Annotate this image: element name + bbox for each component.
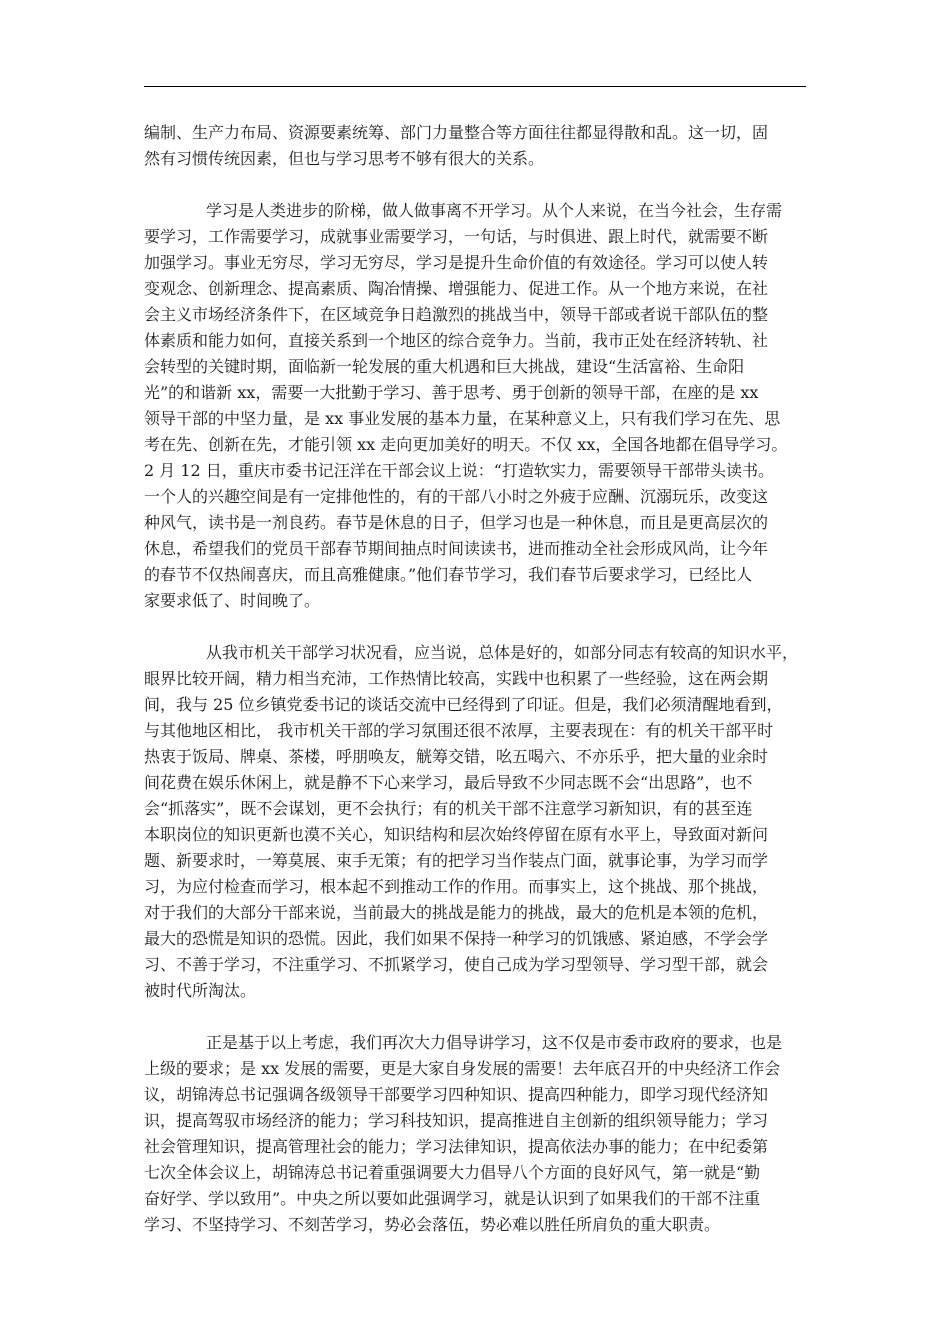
text-line: 家要求低了、时间晚了。 [144,591,321,610]
text-line: 学习是人类进步的阶梯，做人做事离不开学习。从个人来说，在当今社会，生存需 [206,201,783,220]
header-rule [144,86,806,87]
text-line: 间，我与 25 位乡镇党委书记的谈话交流中已经得到了印证。但是，我们必须清醒地看到， [144,695,783,714]
text-line: 休息，希望我们的党员干部春节期间抽点时间读读书，进而推动全社会形成风尚，让今年 [144,539,769,558]
text-line: 上级的要求；是 xx 发展的需要，更是大家自身发展的需要！去年底召开的中央经济工作会 [144,1059,781,1078]
text-line: 七次全体会议上，胡锦涛总书记着重强调要大力倡导八个方面的良好风气，第一就是“勤 [144,1163,761,1182]
text-line: 种风气，读书是一剂良药。春节是休息的日子，但学习也是一种休息，而且是更高层次的 [144,513,769,532]
text-line: 从我市机关干部学习状况看，应当说，总体是好的，如部分同志有较高的知识水平， [206,643,799,662]
text-line: 会转型的关键时期，面临新一轮发展的重大机遇和巨大挑战，建设“生活富裕、生命阳 [144,357,745,376]
text-line: 被时代所淘汰。 [144,981,257,1000]
paragraph-2 [144,198,820,614]
text-line: 最大的恐慌是知识的恐慌。因此，我们如果不保持一种学习的饥饿感、紧迫感，不学会学 [144,929,769,948]
text-line: 议，胡锦涛总书记强调各级领导干部要学习四种知识、提高四种能力，即学习现代经济知 [144,1085,769,1104]
text-line: 会主义市场经济条件下，在区域竞争日趋激烈的挑战当中，领导干部或者说干部队伍的整 [144,305,769,324]
text-line: 奋好学、学以致用”。中央之所以要如此强调学习，就是认识到了如果我们的干部不注重 [144,1189,761,1208]
text-line: 加强学习。事业无穷尽，学习无穷尽，学习是提升生命价值的有效途径。学习可以使人转 [144,253,769,272]
text-line: 社会管理知识，提高管理社会的能力；学习法律知识，提高依法办事的能力；在中纪委第 [144,1137,769,1156]
text-line: 考在先、创新在先，才能引领 xx 走向更加美好的明天。不仅 xx，全国各地都在倡导学习。 [144,435,788,454]
text-line: 习、不善于学习，不注重学习、不抓紧学习，使自己成为学习型领导、学习型干部，就会 [144,955,769,974]
text-line: 习，为应付检查而学习，根本起不到推动工作的作用。而事实上，这个挑战、那个挑战， [144,877,769,896]
document-body [144,120,820,1264]
text-line: 正是基于以上考虑，我们再次大力倡导讲学习，这不仅是市委市政府的要求，也是 [206,1033,783,1052]
text-line: 要学习，工作需要学习，成就事业需要学习，一句话，与时俱进、跟上时代，就需要不断 [144,227,769,246]
text-line: 本职岗位的知识更新也漠不关心，知识结构和层次始终停留在原有水平上，导致面对新问 [144,825,769,844]
text-line: 2 月 12 日，重庆市委书记汪洋在干部会议上说：“打造软实力，需要领导干部带头读书。 [144,461,774,480]
text-line: 编制、生产力布局、资源要素统筹、部门力量整合等方面往往都显得散和乱。这一切，固 [144,123,769,142]
text-line: 光”的和谐新 xx，需要一大批勤于学习、善于思考、勇于创新的领导干部，在座的是 xx [144,383,759,402]
paragraph-4 [144,1030,820,1238]
text-line: 间花费在娱乐休闲上，就是静不下心来学习，最后导致不少同志既不会“出思路”，也不 [144,773,753,792]
text-line: 然有习惯传统因素，但也与学习思考不够有很大的关系。 [144,149,545,168]
text-line: 与其他地区相比， 我市机关干部的学习氛围还很不浓厚，主要表现在：有的机关干部平时 [144,721,774,740]
text-line: 一个人的兴趣空间是有一定排他性的，有的干部八小时之外疲于应酬、沉溺玩乐，改变这 [144,487,769,506]
text-line: 识，提高驾驭市场经济的能力；学习科技知识，提高推进自主创新的组织领导能力；学习 [144,1111,769,1130]
paragraph-1 [144,120,820,172]
text-line: 会“抓落实”，既不会谋划，更不会执行；有的机关干部不注意学习新知识，有的甚至连 [144,799,753,818]
text-line: 领导干部的中坚力量，是 xx 事业发展的基本力量，在某种意义上，只有我们学习在先、思 [144,409,781,428]
text-line: 体素质和能力如何，直接关系到一个地区的综合竞争力。当前，我市正处在经济转轨、社 [144,331,769,350]
text-line: 眼界比较开阔，精力相当充沛，工作热情比较高，实践中也积累了一些经验，这在两会期 [144,669,769,688]
text-line: 学习、不坚持学习、不刻苦学习，势必会落伍，势必难以胜任所肩负的重大职责。 [144,1215,721,1234]
text-line: 变观念、创新理念、提高素质、陶冶情操、增强能力、促进工作。从一个地方来说，在社 [144,279,769,298]
text-line: 的春节不仅热闹喜庆，而且高雅健康。”他们春节学习，我们春节后要求学习，已经比人 [144,565,753,584]
text-line: 题、新要求时，一筹莫展、束手无策；有的把学习当作装点门面，就事论事，为学习而学 [144,851,769,870]
text-line: 对于我们的大部分干部来说，当前最大的挑战是能力的挑战，最大的危机是本领的危机， [144,903,769,922]
paragraph-3 [144,640,820,1004]
text-line: 热衷于饭局、牌桌、茶楼，呼朋唤友，觥筹交错，吆五喝六、不亦乐乎，把大量的业余时 [144,747,769,766]
